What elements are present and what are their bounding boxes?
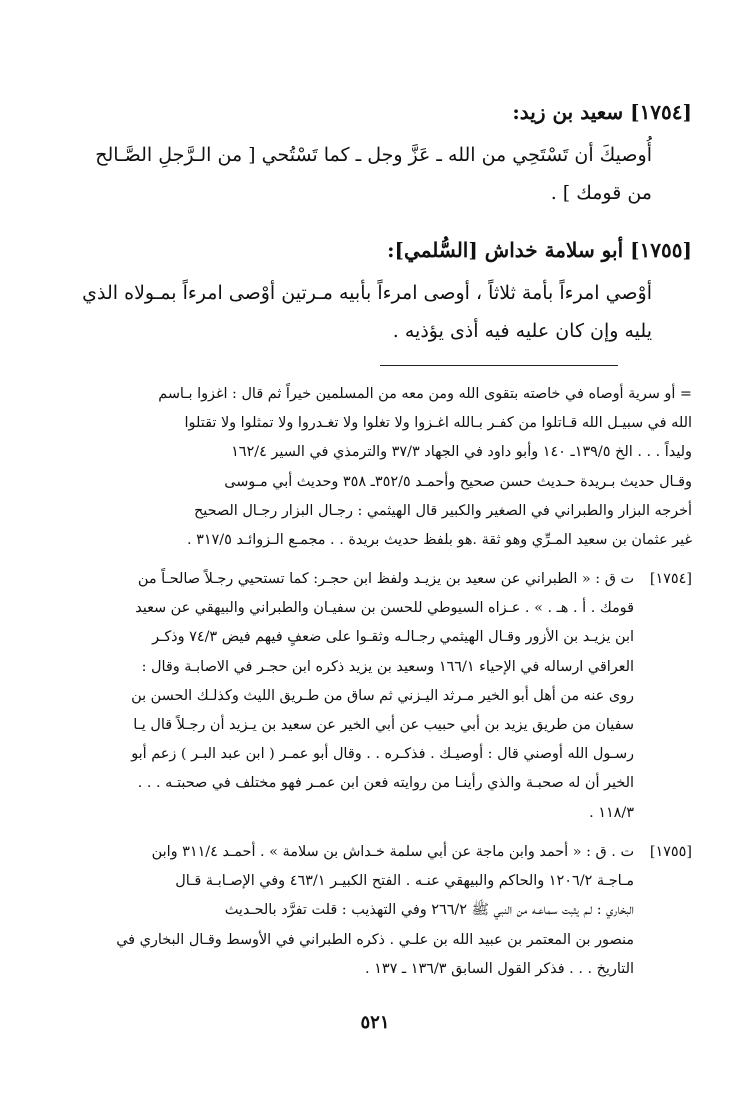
footnote-number: [١٧٥٤]	[649, 571, 692, 587]
footnote-line: قومك . أ . هـ . » . عـزاه السيوطي للحسن بن سفيـان والطبراني والبيهقي عن سعيد	[135, 600, 634, 617]
entry-line: أُوصيكَ أن تَسْتَحِي من الله ـ عَزَّ وجل ـ كما تَسْتُحي [ من الـرَّجلِ الصَّـالح	[95, 144, 652, 166]
footnote-line: الخير أن له صحبـة والذي رأينـا من روايته فعن ابن عمـر فهو مختلف في صحبتـه . . .	[137, 775, 634, 792]
footnote-line: رسـول الله أوصني قال : أوصيـك . فذكـره . . وقال أبو عمـر ( ابن عبد البـر ) زعم أبو	[131, 746, 634, 763]
entry-line: يليه وإن كان عليه فيه أذى يؤذيه .	[392, 320, 652, 342]
footnote-line: سفيان من طريق يزيد بن أبي حبيب عن أبي الخير عن سعيد بن يـزيد أن رجـلاً قال يـا	[133, 717, 634, 734]
entry-text-1755	[80, 274, 652, 350]
footnote-1754	[60, 565, 692, 828]
footnote-line: روى عنه من أهل أبو الخير مـرثد اليـزني ثم ساق من طـريق الليث وكذلـك الحسن بن	[131, 687, 634, 704]
page-number: ٥٢١	[360, 1012, 390, 1033]
footnote-line: التاريخ . . . فذكر القول السابق ١٣٦/٣ ـ ١٣٧ .	[364, 960, 634, 977]
footnote-line: أخرجه البزار والطبراني في الصغير والكبير قال الهيثمي : رجـال البزار رجـال الصحيح	[193, 502, 692, 519]
footnotes-continuation	[60, 380, 692, 555]
entry-line: من قومك ] .	[550, 182, 652, 204]
footnote-line: منصور بن المعتمر بن عبيد الله بن علـي . ذكره الطبراني في الأوسط وقـال البخاري في	[116, 931, 634, 948]
footnote-line: ١١٨/٣ .	[589, 804, 634, 821]
footnote-line: = أو سرية أوصاه في خاصته بتقوى الله ومن معه من المسلمين خيراً ثم قال : اغزوا بـاسم	[158, 386, 692, 402]
footnote-line: البخاري : لـم يثبت سماعـه من النبي ﷺ ٢٦٦/٢ وفي التهذيب : قلت تفرَّد بالحـديث	[224, 902, 634, 919]
footnote-line: الله في سبيـل الله قـاتلوا من كفـر بـالله اغـزوا ولا تغلوا ولا تغـدروا ولا تمثلوا ولا تقتلوا	[184, 415, 692, 432]
footnote-line: العراقي ارساله في الإحياء ١٦٦/١ وسعيد بن يزيد ذكره ابن حجـر في الاصابـة وقال :	[141, 658, 634, 675]
entry-text-1754	[80, 136, 652, 212]
footnote-line: مـاجـة ١٢٠٦/٢ والحاكم والبيهقي عنـه . الفتح الكبيـر ٤٦٣/١ وفي الإصـابـة قـال	[175, 873, 634, 890]
footnote-line: وقـال حديث بـريدة حـديث حسن صحيح وأحمـد ٣٥٢/٥ـ ٣٥٨ وحديث أبي مـوسى	[224, 473, 692, 490]
entry-heading-1755: [١٧٥٥] أبو سلامة خداش [السُّلمي]:	[387, 238, 692, 262]
entry-heading-1754: [١٧٥٤] سعيد بن زيد:	[512, 100, 692, 124]
footnote-line: ابن يزيـد بن الأزور وقـال الهيثمي رجـالـه وثقـوا على ضعفٍ فيهم فيض ٧٤/٣ وذكـر	[152, 629, 634, 646]
footnote-line: وليداً . . . الخ ١٣٩/٥ـ ١٤٠ وأبو داود في الجهاد ٣٧/٣ والترمذي في السير ١٦٢/٤	[231, 444, 692, 461]
footnote-separator	[380, 365, 618, 366]
entry-line: أوْصي امرءاً بأمة ثلاثاً ، أوصى امرءاً بأبيه مـرتين أوْصى امرءاً بمـولاه الذي	[82, 282, 652, 304]
footnote-line: غير عثمان بن سعيد المـرِّي وهو ثقة .هو بلفظ حديث بريدة . . مجمـع الـزوائـد ٣١٧/٥ .	[186, 532, 692, 549]
footnote-1755	[60, 838, 692, 984]
footnote-line: ت ق : « الطبراني عن سعيد بن يزيـد ولفظ ابن حجـر: كما تستحيي رجـلاً صالحـاً من	[137, 571, 634, 587]
footnote-number: [١٧٥٥]	[649, 844, 692, 860]
footnote-line: ت . ق : « أحمد وابن ماجة عن أبي سلمة خـداش بن سلامة » . أحمـد ٣١١/٤ وابن	[151, 844, 634, 860]
